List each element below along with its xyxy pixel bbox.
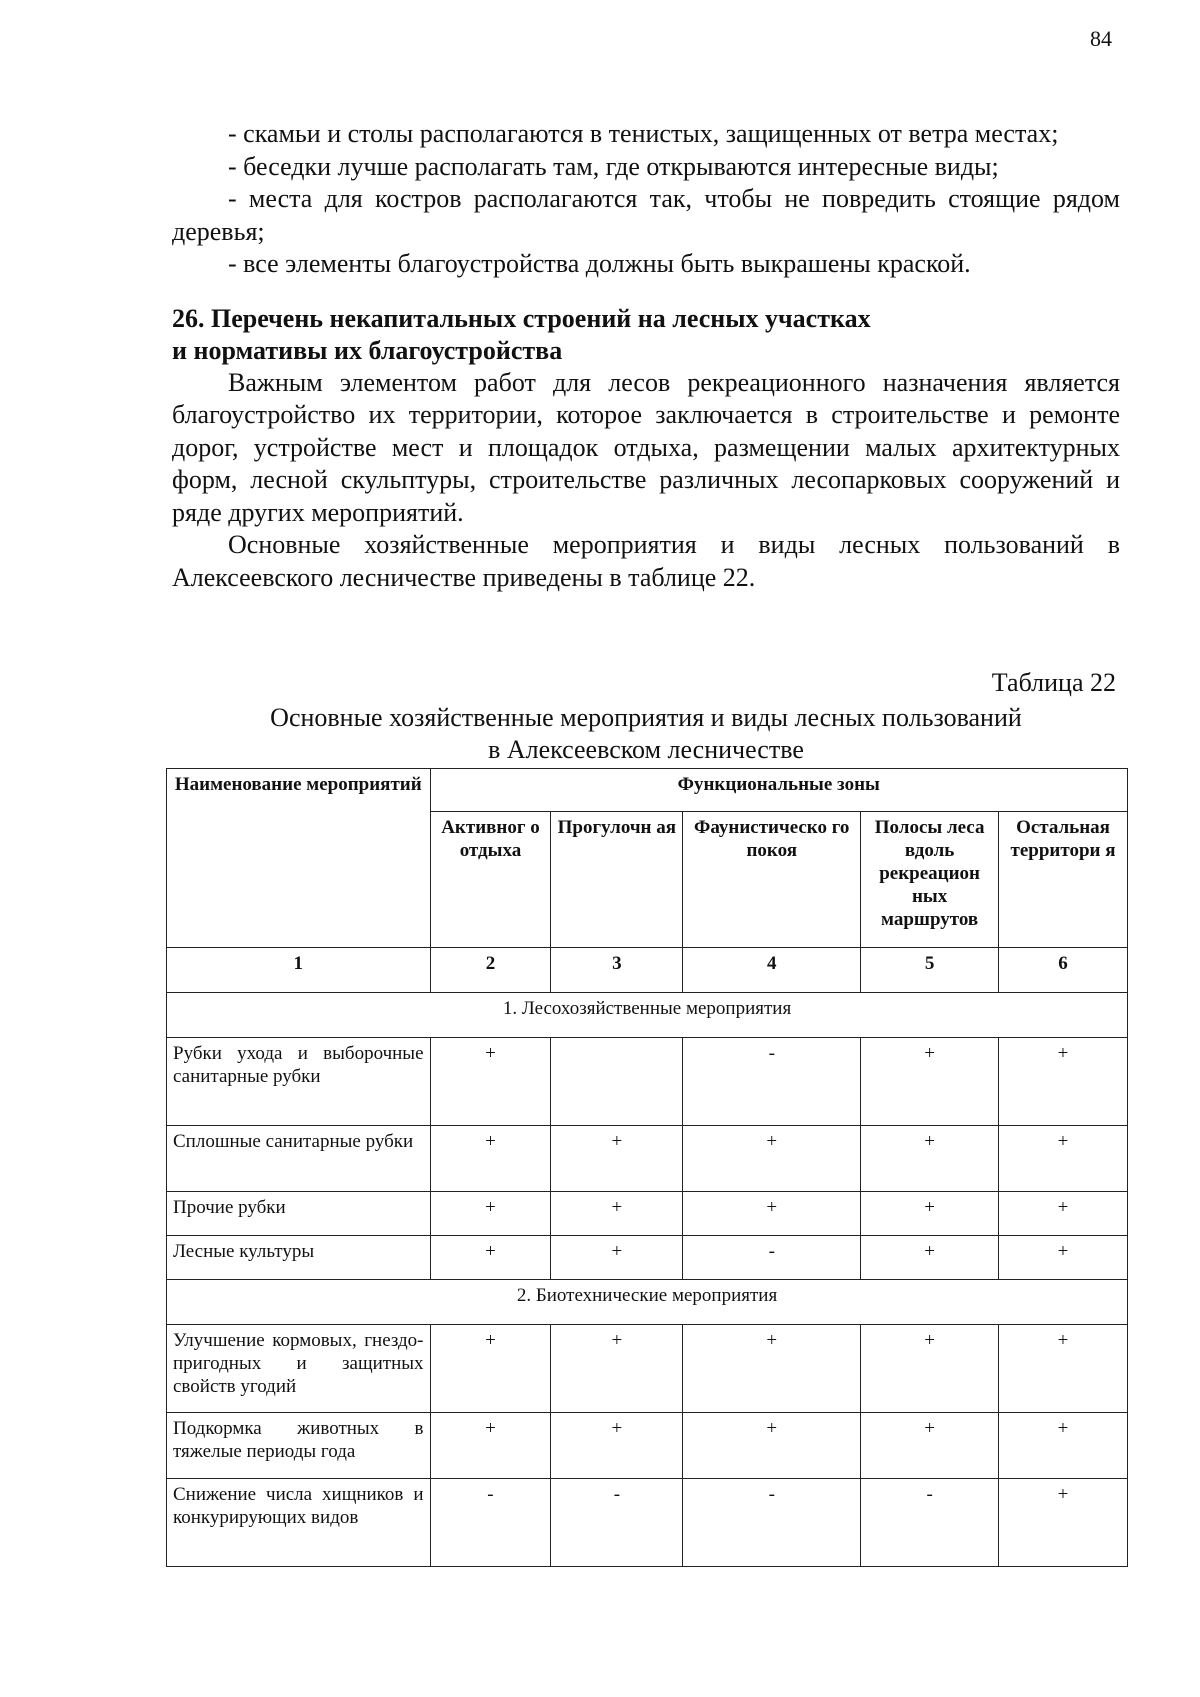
zone-mark: + bbox=[999, 1038, 1128, 1126]
zone-mark: + bbox=[999, 1325, 1128, 1413]
group-header-row bbox=[167, 1280, 1128, 1325]
zone-mark: + bbox=[999, 1413, 1128, 1479]
page-number: 84 bbox=[1090, 26, 1112, 51]
table-caption bbox=[172, 702, 1120, 766]
zone-mark: + bbox=[861, 1236, 999, 1280]
column-number: 5 bbox=[861, 948, 999, 993]
zone-mark: - bbox=[551, 1479, 683, 1567]
column-number: 6 bbox=[999, 948, 1128, 993]
zone-mark: + bbox=[430, 1038, 551, 1126]
bullet-fire-places: - места для костров располагаются так, чтобы не повредить стоящие рядом деревья; bbox=[172, 184, 1120, 246]
table-caption-line1: Основные хозяйственные мероприятия и виды лесных пользований bbox=[270, 703, 1022, 732]
activity-name: Сплошные санитарные рубки bbox=[167, 1126, 431, 1192]
zone-mark: + bbox=[999, 1479, 1128, 1567]
table-row bbox=[167, 1192, 1128, 1236]
zone-mark: + bbox=[430, 1413, 551, 1479]
zone-mark: + bbox=[430, 1236, 551, 1280]
zone-mark: + bbox=[861, 1192, 999, 1236]
paragraph-improvement: Важным элементом работ для лесов рекреационного назначения является благоустройство их территории, которое заключается в строительстве и ремонте дорог, устройстве мест и площадок отдыха, размещении малых архитектурных форм, лесной скульптуры, строительстве различных лесопарковых сооружений и ряде других мероприятий. bbox=[172, 367, 1120, 527]
zone-mark: - bbox=[683, 1236, 861, 1280]
section-title bbox=[172, 303, 1120, 367]
bullet-benches: - скамьи и столы располагаются в тенистых, защищенных от ветра местах; bbox=[228, 119, 1059, 148]
section-title-line1: 26. Перечень некапитальных строений на лесных участках bbox=[172, 303, 871, 333]
activity-name: Улучшение кормовых, гнездо-пригодных и защитных свойств угодий bbox=[167, 1325, 431, 1413]
header-zone-other-territory: Остальная территори я bbox=[999, 812, 1128, 948]
column-number: 4 bbox=[683, 948, 861, 993]
zone-mark: + bbox=[683, 1126, 861, 1192]
zone-mark: - bbox=[683, 1479, 861, 1567]
bullet-paint: - все элементы благоустройства должны быть выкрашены краской. bbox=[228, 249, 971, 278]
zone-mark: + bbox=[861, 1038, 999, 1126]
bullet-gazebos: - беседки лучше располагать там, где открываются интересные виды; bbox=[228, 151, 999, 181]
zone-mark: + bbox=[999, 1236, 1128, 1280]
header-zone-route-strips: Полосы леса вдоль рекреацион ных маршрутов bbox=[861, 812, 999, 948]
column-number: 2 bbox=[430, 948, 551, 993]
zone-mark: + bbox=[861, 1325, 999, 1413]
group-title: 1. Лесохозяйственные мероприятия bbox=[167, 993, 1128, 1038]
activity-name: Лесные культуры bbox=[167, 1236, 431, 1280]
zone-mark: + bbox=[861, 1413, 999, 1479]
activity-name: Снижение числа хищников и конкурирующих видов bbox=[167, 1479, 431, 1567]
zone-mark: - bbox=[430, 1479, 551, 1567]
section-title-line2: и нормативы их благоустройства bbox=[172, 335, 563, 365]
zone-mark: + bbox=[999, 1126, 1128, 1192]
zone-mark bbox=[551, 1038, 683, 1126]
table-row bbox=[167, 1413, 1128, 1479]
body-text bbox=[172, 118, 1120, 594]
zone-mark: - bbox=[861, 1479, 999, 1567]
paragraph-table-reference: Основные хозяйственные мероприятия и виды лесных пользований в Алексеевского лесничестве приведены в таблице 22. bbox=[172, 530, 1120, 592]
activity-name: Подкормка животных в тяжелые периоды года bbox=[167, 1413, 431, 1479]
zone-mark: + bbox=[683, 1192, 861, 1236]
zone-mark: + bbox=[551, 1413, 683, 1479]
header-zone-active-rest: Активног о отдыха bbox=[430, 812, 551, 948]
zone-mark: + bbox=[551, 1126, 683, 1192]
zone-mark: + bbox=[430, 1325, 551, 1413]
table-row bbox=[167, 1126, 1128, 1192]
table-label: Таблица 22 bbox=[991, 668, 1116, 697]
zone-mark: - bbox=[683, 1038, 861, 1126]
column-number: 3 bbox=[551, 948, 683, 993]
zone-mark: + bbox=[861, 1126, 999, 1192]
column-number-row bbox=[167, 948, 1128, 993]
zone-mark: + bbox=[430, 1126, 551, 1192]
activity-name: Прочие рубки bbox=[167, 1192, 431, 1236]
zone-mark: + bbox=[683, 1325, 861, 1413]
table-row bbox=[167, 1325, 1128, 1413]
column-number: 1 bbox=[167, 948, 431, 993]
header-functional-zones: Функциональные зоны bbox=[430, 769, 1127, 812]
activities-table bbox=[166, 768, 1128, 1567]
group-title: 2. Биотехнические мероприятия bbox=[167, 1280, 1128, 1325]
zone-mark: + bbox=[430, 1192, 551, 1236]
zone-mark: + bbox=[999, 1192, 1128, 1236]
table-row bbox=[167, 1236, 1128, 1280]
header-zone-fauna-rest: Фаунистическо го покоя bbox=[683, 812, 861, 948]
table-body bbox=[167, 948, 1128, 1567]
zone-mark: + bbox=[551, 1325, 683, 1413]
table-row bbox=[167, 1038, 1128, 1126]
activity-name: Рубки ухода и выборочные санитарные рубки bbox=[167, 1038, 431, 1126]
zone-mark: + bbox=[551, 1236, 683, 1280]
zone-mark: + bbox=[551, 1192, 683, 1236]
zone-mark: + bbox=[683, 1413, 861, 1479]
header-zone-walking: Прогулочн ая bbox=[551, 812, 683, 948]
header-activity-name: Наименование мероприятий bbox=[167, 769, 431, 948]
table-row bbox=[167, 1479, 1128, 1567]
group-header-row bbox=[167, 993, 1128, 1038]
table-caption-line2: в Алексеевском лесничестве bbox=[488, 735, 804, 764]
